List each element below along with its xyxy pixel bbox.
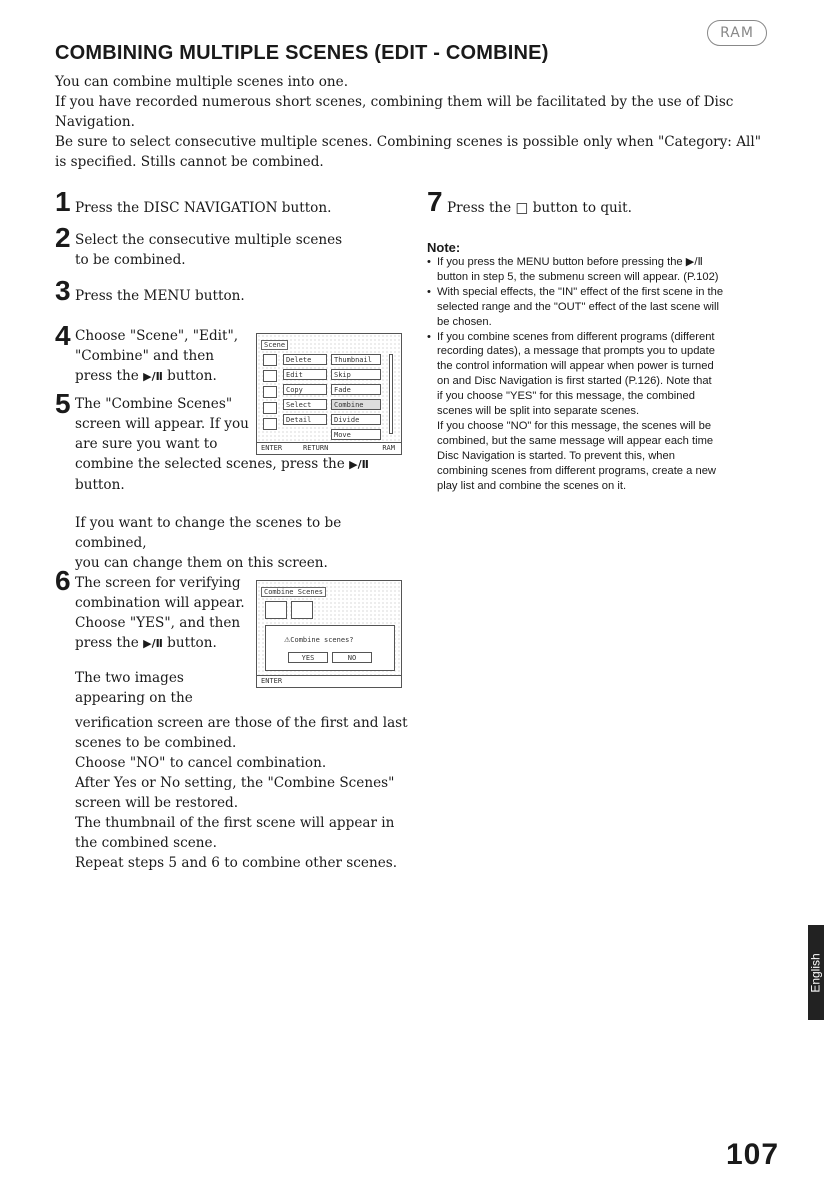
step-7-text: [447, 198, 632, 218]
screen-title: Scene: [261, 340, 288, 350]
step-7-text-start: Press the: [447, 200, 516, 216]
step-4-text: [75, 326, 265, 387]
note-item: • If you combine scenes from different programs (different: [427, 330, 772, 345]
step-5-extra: If you want to change the scenes to be combined,: [75, 515, 342, 551]
note-item-line: If you choose "NO" for this message, the scenes will be: [437, 419, 712, 432]
note-item-line: combining scenes from different programs, create a new: [437, 464, 716, 477]
note-item-line: play list and combine the scenes on it.: [437, 479, 627, 492]
step-1-number: 1: [55, 186, 71, 217]
first-scene-thumbnail: [265, 601, 287, 619]
step-4-line-start: press the: [75, 368, 144, 384]
no-option: NO: [332, 652, 372, 663]
step-6-para: screen will be restored.: [75, 795, 239, 811]
step-6-para: The two images: [75, 670, 184, 686]
step-5-line: [75, 454, 415, 475]
step-5-line: button.: [75, 477, 125, 493]
page-number: 107: [726, 1138, 780, 1171]
thumbnail: [263, 386, 277, 398]
step-7-number: 7: [427, 186, 443, 217]
step-6-text: [75, 573, 265, 708]
menu-item-thumbnail: Thumbnail: [331, 354, 381, 365]
step-6-line: [75, 633, 265, 654]
step-6-line: Choose "YES", and then: [75, 615, 241, 631]
page-title: COMBINING MULTIPLE SCENES (EDIT - COMBINE): [55, 42, 549, 64]
step-5-extra: you can change them on this screen.: [75, 555, 328, 571]
step-6-number: 6: [55, 565, 71, 596]
language-tab: [808, 925, 824, 1020]
footer-ram: RAM: [382, 444, 395, 452]
step-6-para: Repeat steps 5 and 6 to combine other scenes.: [75, 855, 398, 871]
scrollbar: [389, 354, 393, 434]
step-1-text: Press the DISC NAVIGATION button.: [75, 200, 332, 216]
note-title: Note:: [427, 240, 461, 255]
intro-line: If you have recorded numerous short scenes, combining them will be facilitated by the use of Disc Navigation.: [55, 94, 734, 130]
thumbnail: [263, 354, 277, 366]
step-5-line-start: combine the selected scenes, press the: [75, 456, 350, 472]
note-item-line: the control information will appear when power is turned: [437, 360, 714, 373]
last-scene-thumbnail: [291, 601, 313, 619]
step-6-para: verification screen are those of the first and last: [75, 715, 408, 731]
step-2-text: Select the consecutive multiple scenes to be combined.: [75, 232, 343, 268]
step-3-text: Press the MENU button.: [75, 288, 245, 304]
footer-return: RETURN: [303, 444, 329, 452]
confirm-prompt-text: Combine scenes?: [290, 636, 354, 644]
step-6-line: The screen for verifying: [75, 575, 241, 591]
menu-item-fade: Fade: [331, 384, 381, 395]
step-4-line: "Combine" and then: [75, 348, 215, 364]
step-6-para: the combined scene.: [75, 835, 217, 851]
step-6-para: After Yes or No setting, the "Combine Scenes": [75, 775, 395, 791]
step-4-line: [75, 366, 265, 387]
ram-badge-text: RAM: [720, 25, 754, 41]
note-item: • With special effects, the "IN" effect of the first scene in the: [427, 285, 772, 300]
footer-enter: ENTER: [261, 444, 283, 452]
menu-item-detail: Detail: [283, 414, 327, 425]
note-list: [427, 255, 772, 494]
note-item-line: on and Disc Navigation is first started (P.126). Note that: [437, 375, 712, 388]
step-4-number: 4: [55, 320, 71, 351]
step-6-line-start: press the: [75, 635, 144, 651]
intro-text: [55, 72, 770, 172]
menu-item-combine: Combine: [331, 399, 381, 410]
combine-verify-screen: [256, 580, 402, 688]
play-pause-icon: ▶/Ⅱ: [143, 370, 163, 383]
step-6-line: combination will appear.: [75, 595, 245, 611]
footer-enter: ENTER: [261, 677, 283, 685]
step-6-line-end: button.: [162, 635, 217, 651]
step-6-para: appearing on the: [75, 690, 193, 706]
step-2-number: 2: [55, 222, 71, 253]
yes-option: YES: [288, 652, 328, 663]
step-6-para: The thumbnail of the first scene will appear in: [75, 815, 395, 831]
language-tab-label: English: [809, 952, 824, 993]
note-item-line: combined, but the same message will appear each time: [437, 434, 714, 447]
menu-item-edit: Edit: [283, 369, 327, 380]
play-pause-icon: ▶/Ⅱ: [143, 637, 163, 650]
menu-item-skip: Skip: [331, 369, 381, 380]
confirm-dialog: [265, 625, 395, 671]
thumbnail: [263, 402, 277, 414]
note-item-line: button in step 5, the submenu screen will appear. (P.102): [437, 270, 719, 283]
menu-item-delete: Delete: [283, 354, 327, 365]
step-7-text-end: button to quit.: [528, 200, 632, 216]
note-item: • If you press the MENU button before pressing the ▶/Ⅱ: [427, 255, 772, 270]
menu-item-divide: Divide: [331, 414, 381, 425]
intro-line: Be sure to select consecutive multiple scenes. Combining scenes is possible only when "Category: All" is specified. Stills cannot be combined.: [55, 134, 761, 170]
menu-item-select: Select: [283, 399, 327, 410]
thumbnail: [263, 418, 277, 430]
thumbnail: [263, 370, 277, 382]
step-5-number: 5: [55, 388, 71, 419]
step-5-line: The "Combine Scenes": [75, 396, 233, 412]
note-item-line: be chosen.: [437, 315, 492, 328]
step-6-explanation: [75, 713, 415, 873]
note-item-line: Disc Navigation is started. To prevent this, when: [437, 449, 675, 462]
step-6-para: Choose "NO" to cancel combination.: [75, 755, 327, 771]
note-item-line: selected range and the "OUT" effect of the last scene will: [437, 300, 719, 313]
step-5-line: screen will appear. If you: [75, 416, 249, 432]
confirm-prompt: [284, 636, 354, 644]
screen-title: Combine Scenes: [261, 587, 326, 597]
note-item-line: if you choose "YES" for this message, the combined: [437, 390, 695, 403]
note-item-line: scenes will be split into separate scenes.: [437, 405, 640, 418]
step-4-line-end: button.: [162, 368, 217, 384]
menu-item-move: Move: [331, 429, 381, 440]
screen-footer: [257, 442, 401, 454]
note-item-line: recording dates), a message that prompts you to update: [437, 345, 715, 358]
stop-button-icon: □: [515, 200, 529, 216]
screen-footer: [257, 675, 401, 687]
scene-menu-screen: [256, 333, 402, 455]
step-6-para: scenes to be combined.: [75, 735, 237, 751]
play-pause-icon: ▶/Ⅱ: [349, 458, 369, 471]
ram-disc-badge: [707, 20, 767, 46]
step-3-number: 3: [55, 275, 71, 306]
step-4-line: Choose "Scene", "Edit",: [75, 328, 239, 344]
intro-line: You can combine multiple scenes into one.: [55, 74, 349, 90]
menu-item-copy: Copy: [283, 384, 327, 395]
warning-icon: ⚠: [284, 636, 291, 644]
step-5-line: are sure you want to: [75, 436, 218, 452]
